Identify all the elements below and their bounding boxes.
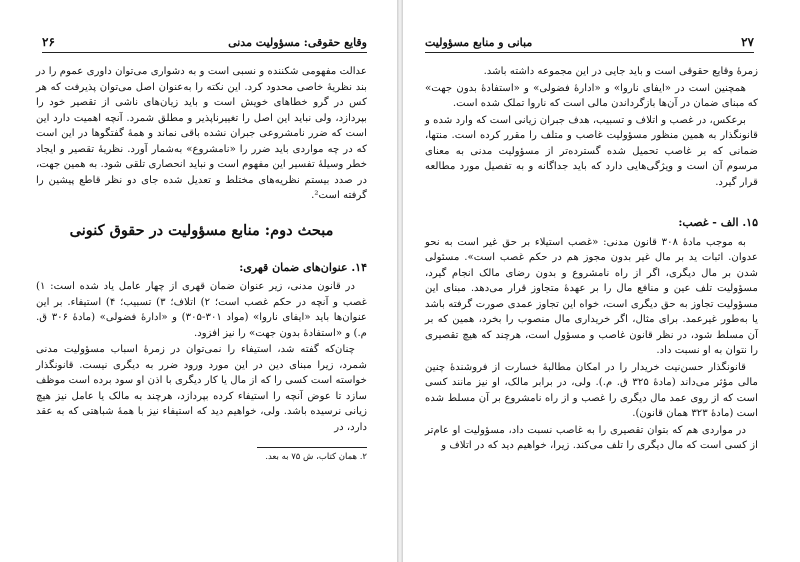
left-page-body: [36, 64, 367, 554]
right-paragraph: قانونگذار حسن‌نیت خریدار را در امکان مطالبهٔ خسارت از فروشندهٔ چنین مالی مؤثر می‌داند (مادهٔ ۳۲۵ ق. م.). ولی، در برابر مالک، او نیز مانند کسی است که از روی عمد مال دیگری را غصب و از راه نامشروع بر آن مسلط شده است (مادهٔ ۳۲۳ همان قانون).: [425, 361, 758, 419]
right-page: [403, 0, 800, 562]
section-heading: مبحث دوم: منابع مسؤولیت در حقوق کنونی: [69, 221, 334, 239]
left-page-number: ۲۶: [42, 35, 55, 49]
left-paragraph: در قانون مدنی، زیر عنوان ضمان قهری از چهار عامل یاد شده است: ۱) غصب و آنچه در حکم غصب است؛ ۲) اتلاف؛ ۳) تسبیب؛ ۴) استیفاء. بر این عنوان‌ها باید «ایفای ناروا» (مواد ۳۰۱-۳۰۵) و «ادارهٔ فضولی» (مادهٔ ۳۰۶ ق. م.) و «استفادهٔ بدون جهت» را نیز افزود.: [36, 281, 368, 339]
footnote-divider: [257, 447, 367, 448]
right-paragraph: زمرهٔ وقایع حقوقی است و باید جایی در این مجموعه داشته باشد.: [483, 66, 758, 77]
right-running-title: مبانی و منابع مسؤولیت: [425, 35, 533, 49]
right-paragraph: برعکس، در غصب و اتلاف و تسبیب، هدف جبران زیانی است که وارد شده و قانونگذار به همین منظور مسؤولیت غاصب و متلف را مقرر کرده است. منتها، ضمانی که بر غاصب تحمیل شده گسترده‌تر از مسؤولیت مدنی به معنای مرسوم آن است و ویژگی‌هایی دارد که باید جداگانه و به تفصیل مورد مطالعه قرار گیرد.: [425, 114, 758, 188]
right-paragraph: همچنین است در «ایفای ناروا» و «ادارهٔ فضولی» و «استفادهٔ بدون جهت» که مبنای ضمان در آن‌ها بازگرداندن مالی است که ناروا تملک شده است.: [425, 82, 758, 109]
right-paragraph-quote: به موجب مادهٔ ۳۰۸ قانون مدنی: «غصب استیلاء بر حق غیر است به نحو عدوان. اثبات ید بر مال غیر بدون مجوز هم در حکم غصب است». مسئولی شدن بر مال دیگری، اگر از راه نامشروع و بدون رضای مالک انجام گیرد، مسؤولیت تلف عین و منافع مال را بر عهدهٔ متجاوز قرار می‌دهد. مبنای این مسؤولیت تجاوز به حق دیگری است، خواه این تجاوز عمدی صورت گرفته باشد یا به‌طور غیرعمد. برای مثال، اگر خریداری مال منصوب را بخرد، همین که بر آن مسلط شود، در نظر قانون غاصب و مسؤول است، هرچند که هیچ تقصیری را نتوان به او نسبت داد.: [425, 236, 758, 356]
right-page-header: [425, 32, 754, 53]
footnote: ۲. همان کتاب، ش ۷۵ به بعد.: [265, 452, 367, 462]
right-page-number: ۲۷: [741, 35, 754, 49]
left-page-header: [42, 32, 367, 53]
left-paragraph: عدالت مفهومی شکننده و نسبی است و به دشواری می‌توان داوری عموم را در بند نظریهٔ خاصی محدود کرد. این نکته را به‌عنوان اصل می‌توان پذیرفت که هر کس در گرو خطاهای خویش است و باید زیان‌های ناشی از تقصیر خود را بپردازد، ولی نباید این اصل را تغییرناپذیر و مطلق شمرد. آنچه اهمیت دارد این است که ضرر نامشروعی جبران نشده باقی نماند و همهٔ گفتگوها در این است که در چه مواردی باید ضرر را «نامشروع» به‌شمار آورد. نظریهٔ تقصیر و ایجاد خطر وسیلهٔ تفسیر این مفهوم است و نباید انحصاری تلقی شود. به همین جهت، در صدد بیستم نظریه‌های مختلط و تعدیل شده جای دو نظر قاطع پیشین را گرفته است².: [36, 66, 367, 201]
right-paragraph: در مواردی هم که بتوان تقصیری را به غاصب نسبت داد، مسؤولیت او عام‌تر از کسی است که مال دیگری را تلف می‌کند. زیرا، خواهیم دید که در اتلاف و: [425, 424, 758, 451]
left-running-title: وقایع حقوقی: مسؤولیت مدنی: [228, 35, 367, 49]
left-paragraph: چنان‌که گفته شد، استیفاء را نمی‌توان در زمرهٔ اسباب مسؤولیت مدنی شمرد، زیرا مبنای دین در این مورد ورود ضرر به دیگری نیست. قانونگذار خواسته است کسی را که از مال یا کار دیگری با اذن او سود برده است موظف سازد تا عوض آنچه را استیفاء کرده بپردازد، هرچند به مالک یا عامل نیز هیچ زیانی نرسیده باشد. ولی، خواهیم دید که استیفاء نیز با همهٔ شباهتی که به عقد دارد، در: [36, 344, 367, 433]
subheading-14: ۱۴. عنوان‌های ضمان قهری:: [239, 260, 367, 274]
left-page: [0, 0, 397, 562]
subheading-15: ۱۵. الف - غصب:: [678, 216, 758, 229]
spacer: [425, 191, 758, 209]
right-page-body: [425, 64, 758, 554]
